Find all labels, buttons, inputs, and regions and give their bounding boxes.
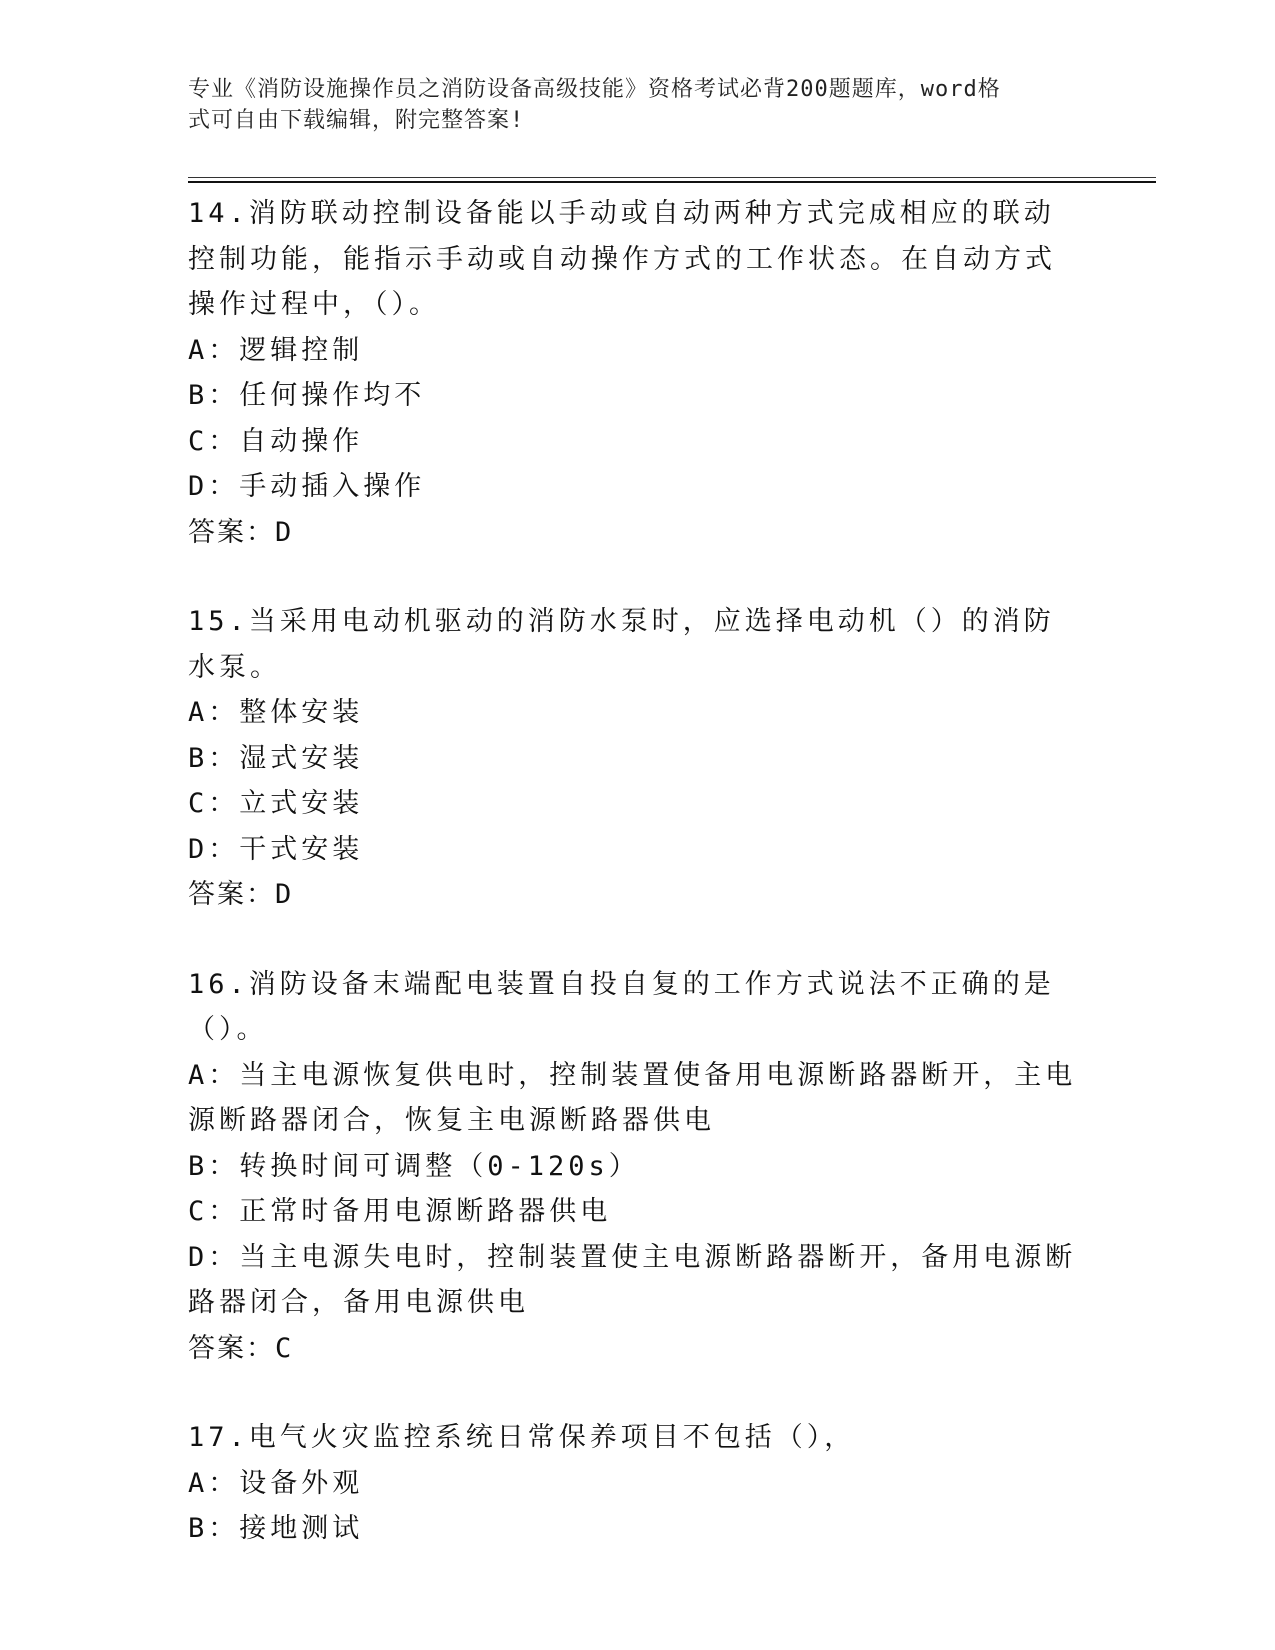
option-b: B：转换时间可调整（0-120s） bbox=[188, 1150, 640, 1182]
option-c: C：立式安装 bbox=[188, 788, 364, 819]
option-a: A：设备外观 bbox=[188, 1467, 364, 1499]
option-b: B：湿式安装 bbox=[188, 742, 364, 774]
question-17 bbox=[188, 1415, 1083, 1552]
question-16 bbox=[188, 962, 1083, 1372]
option-a: A：当主电源恢复供电时，控制装置使备用电源断路器断开，主电源断路器闭合，恢复主电源断路器供电 bbox=[188, 1059, 1077, 1136]
option-d: D：当主电源失电时，控制装置使主电源断路器断开，备用电源断路器闭合，备用电源供电 bbox=[188, 1241, 1077, 1318]
header-line-1: 专业《消防设施操作员之消防设备高级技能》资格考试必背200题题库，word格 bbox=[188, 77, 1001, 102]
question-stem: 14.消防联动控制设备能以手动或自动两种方式完成相应的联动控制功能，能指示手动或自动操作方式的工作状态。在自动方式操作过程中，（）。 bbox=[188, 198, 1056, 320]
question-15 bbox=[188, 599, 1083, 918]
option-a: A：整体安装 bbox=[188, 697, 364, 728]
document-header bbox=[188, 74, 1068, 136]
header-divider-thick bbox=[188, 181, 1156, 183]
question-stem: 17.电气火灾监控系统日常保养项目不包括（）， bbox=[188, 1422, 856, 1453]
answer-line: 答案：D bbox=[188, 879, 294, 910]
option-c: C：自动操作 bbox=[188, 425, 364, 457]
answer-line: 答案：C bbox=[188, 1332, 294, 1364]
option-b: B：任何操作均不 bbox=[188, 380, 426, 411]
question-stem: 16.消防设备末端配电装置自投自复的工作方式说法不正确的是（）。 bbox=[188, 968, 1055, 1045]
option-d: D：手动插入操作 bbox=[188, 471, 426, 502]
header-line-2: 式可自由下载编辑，附完整答案! bbox=[188, 108, 525, 133]
question-14 bbox=[188, 191, 1083, 555]
answer-line: 答案：D bbox=[188, 516, 294, 548]
option-b: B：接地测试 bbox=[188, 1513, 364, 1544]
option-c: C：正常时备用电源断路器供电 bbox=[188, 1196, 612, 1227]
header-divider-thin bbox=[188, 177, 1156, 178]
question-stem: 15.当采用电动机驱动的消防水泵时，应选择电动机（）的消防水泵。 bbox=[188, 606, 1055, 683]
option-a: A：逻辑控制 bbox=[188, 334, 364, 366]
question-list bbox=[188, 191, 1083, 1596]
option-d: D：干式安装 bbox=[188, 833, 364, 865]
